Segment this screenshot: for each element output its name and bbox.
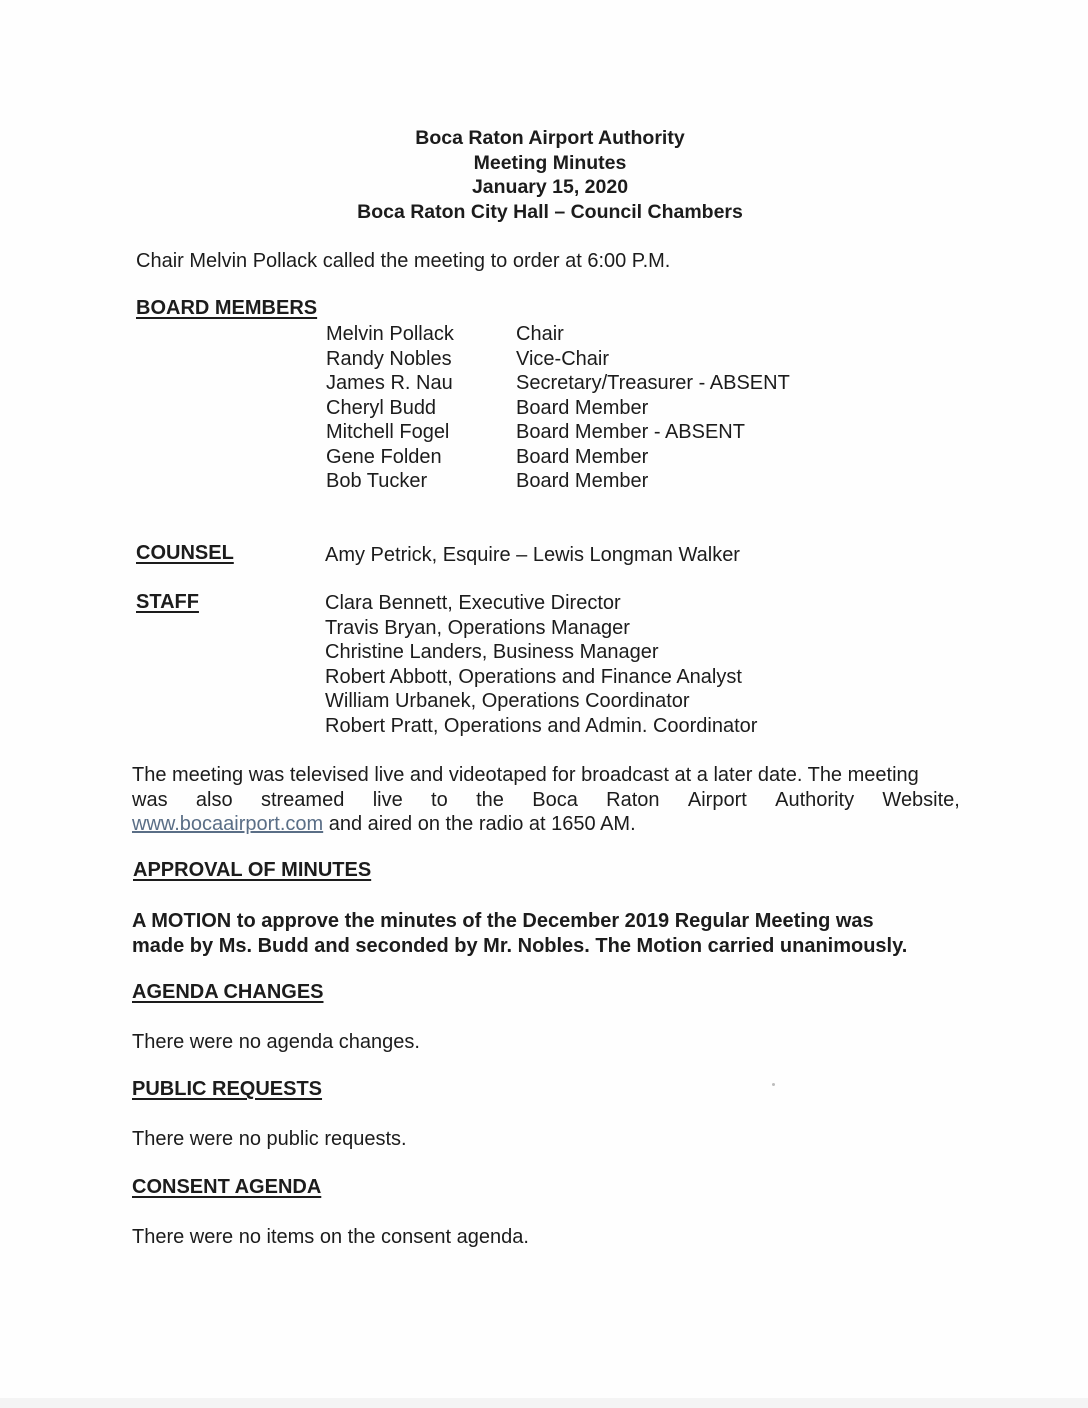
- staff-member: Travis Bryan, Operations Manager: [325, 616, 630, 639]
- broadcast-text-rest: and aired on the radio at 1650 AM.: [323, 813, 636, 835]
- consent-agenda-text: There were no items on the consent agenda.: [132, 1226, 529, 1248]
- counsel-heading: COUNSEL: [136, 542, 234, 564]
- member-name: Mitchell Fogel: [326, 421, 450, 443]
- agenda-changes-heading: AGENDA CHANGES: [132, 981, 324, 1003]
- member-role: Secretary/Treasurer - ABSENT: [516, 372, 790, 394]
- scan-bottom-edge: [0, 1398, 1088, 1408]
- word: Authority: [775, 788, 855, 811]
- word: live: [372, 788, 403, 811]
- member-role: Vice-Chair: [516, 347, 609, 370]
- motion-line-2: made by Ms. Budd and seconded by Mr. Nobles. The Motion carried unanimously.: [132, 935, 908, 957]
- member-name: James R. Nau: [326, 372, 453, 394]
- broadcast-paragraph: [132, 763, 960, 837]
- broadcast-line-1: [132, 763, 960, 788]
- word: streamed: [260, 788, 345, 811]
- word: Boca: [532, 788, 578, 811]
- counsel-text: Amy Petrick, Esquire – Lewis Longman Walker: [325, 544, 740, 566]
- staff-member: William Urbanek, Operations Coordinator: [325, 690, 690, 712]
- scan-speck: [772, 1083, 775, 1086]
- word: Airport: [687, 788, 747, 811]
- board-member-row: [326, 322, 790, 347]
- board-member-row: [326, 420, 790, 445]
- member-name: Randy Nobles: [326, 347, 452, 370]
- document-header: [300, 126, 800, 224]
- member-role: Board Member: [516, 396, 649, 419]
- word: to: [431, 788, 448, 811]
- member-name: Cheryl Budd: [326, 396, 437, 419]
- broadcast-line-2: [132, 788, 960, 813]
- meeting-date: January 15, 2020: [471, 176, 629, 198]
- public-requests-heading: PUBLIC REQUESTS: [132, 1078, 323, 1100]
- board-members-list: [326, 322, 790, 494]
- board-member-row: [326, 445, 790, 470]
- member-name: Melvin Pollack: [326, 323, 454, 345]
- staff-member: Robert Abbott, Operations and Finance Analyst: [325, 665, 742, 688]
- board-members-heading: BOARD MEMBERS: [136, 297, 318, 319]
- staff-heading: STAFF: [136, 591, 199, 613]
- board-member-row: [326, 371, 790, 396]
- member-role: Board Member - ABSENT: [516, 421, 745, 443]
- staff-list: [325, 591, 757, 738]
- agenda-changes-text: There were no agenda changes.: [132, 1031, 420, 1053]
- member-role: Chair: [516, 323, 564, 345]
- meeting-location: Boca Raton City Hall – Council Chambers: [357, 200, 743, 223]
- staff-member: Clara Bennett, Executive Director: [325, 592, 621, 614]
- board-member-row: [326, 347, 790, 372]
- airport-website-link[interactable]: www.bocaairport.com: [132, 813, 324, 835]
- document-title: Meeting Minutes: [473, 151, 627, 174]
- word: Raton: [606, 788, 660, 811]
- approval-of-minutes-heading: APPROVAL OF MINUTES: [133, 859, 372, 881]
- public-requests-text: There were no public requests.: [132, 1128, 407, 1150]
- member-role: Board Member: [516, 470, 649, 492]
- motion-line-1: [132, 909, 960, 934]
- member-name: Gene Folden: [326, 445, 442, 468]
- staff-member: Robert Pratt, Operations and Admin. Coordinator: [325, 714, 758, 737]
- word: was: [132, 788, 168, 811]
- approval-motion: [132, 909, 960, 959]
- call-to-order-text: Chair Melvin Pollack called the meeting to order at 6:00 P.M.: [136, 250, 671, 272]
- consent-agenda-heading: CONSENT AGENDA: [132, 1176, 322, 1198]
- word: the: [476, 788, 504, 811]
- board-member-row: [326, 469, 790, 494]
- organization-title: Boca Raton Airport Authority: [415, 127, 685, 149]
- member-role: Board Member: [516, 445, 649, 468]
- word: also: [195, 788, 233, 811]
- staff-member: Christine Landers, Business Manager: [325, 641, 659, 663]
- broadcast-text: The meeting was televised live and videotaped for broadcast at a later date. The meeting: [132, 764, 919, 786]
- word: Website,: [882, 788, 960, 811]
- board-member-row: [326, 396, 790, 421]
- motion-text: A MOTION to approve the minutes of the December 2019 Regular Meeting was: [132, 910, 874, 932]
- broadcast-line-3: [132, 812, 960, 837]
- member-name: Bob Tucker: [326, 470, 428, 492]
